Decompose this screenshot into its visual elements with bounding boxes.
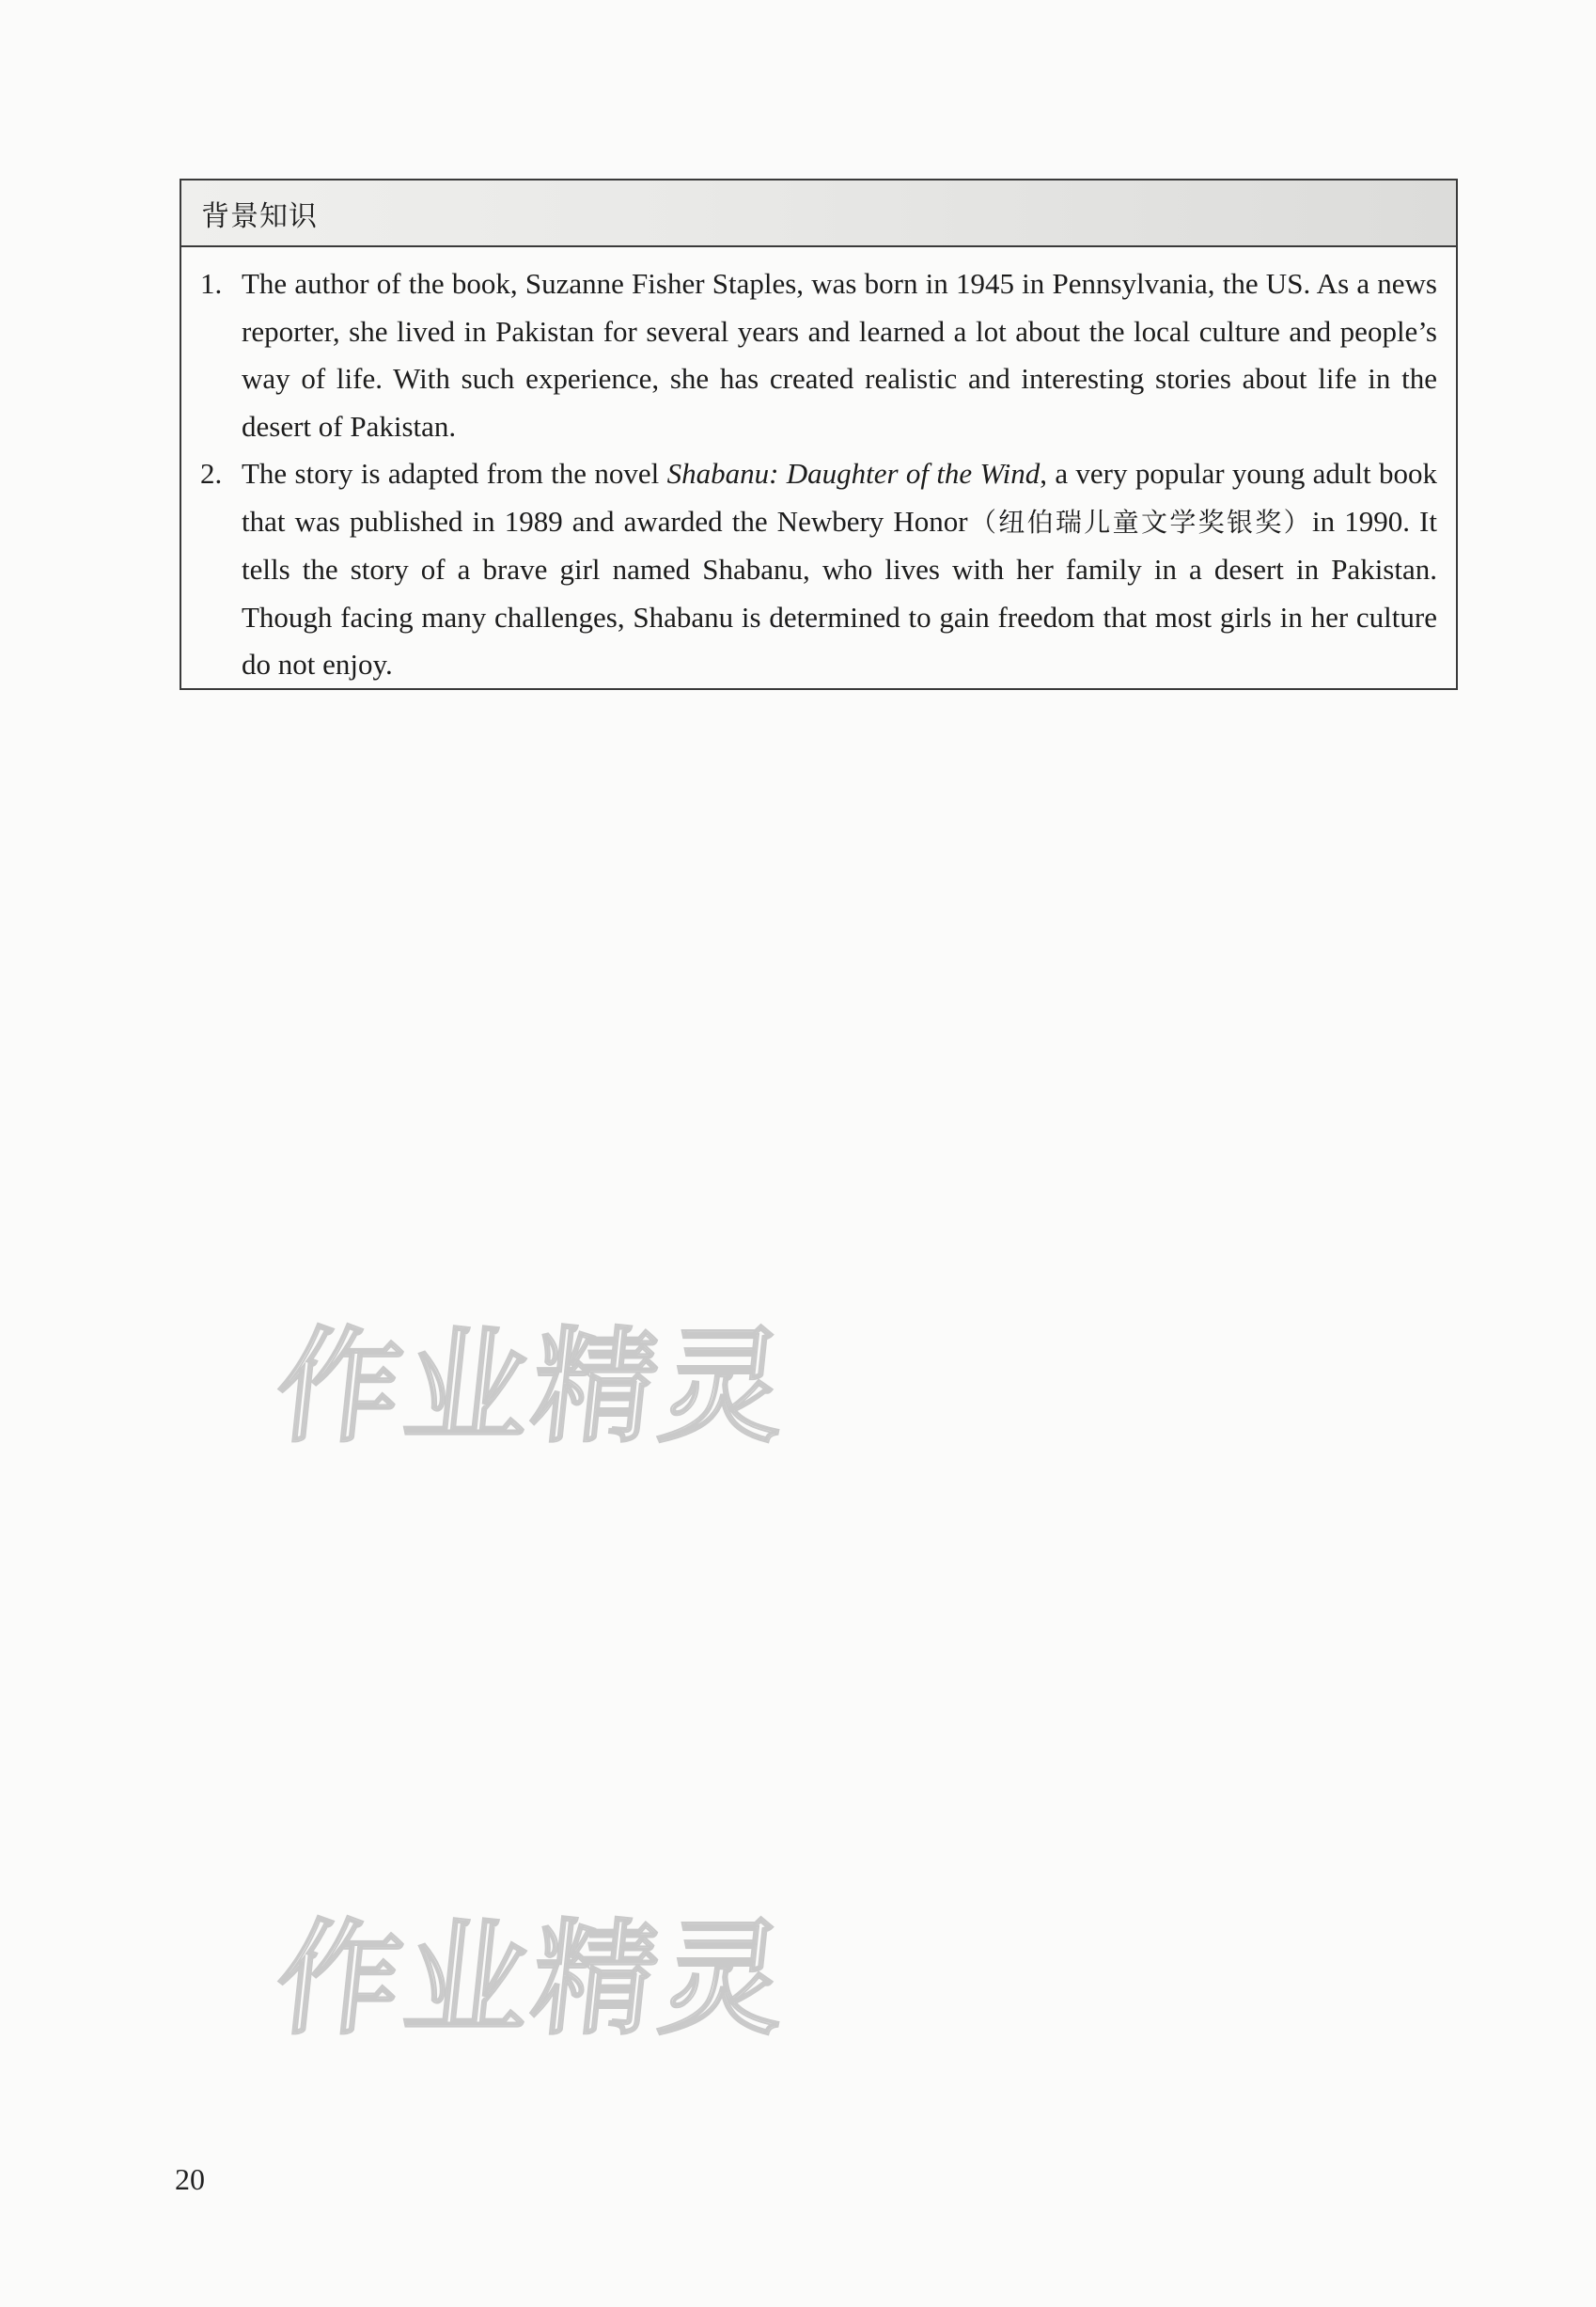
watermark-text: 作业精灵 (269, 1907, 797, 2052)
item-number: 1. (200, 267, 223, 300)
background-knowledge-box (180, 179, 1458, 690)
watermark-text: 作业精灵 (269, 1315, 797, 1460)
item-text-middle: , a very popular young adult book that was published in 1989 and awarded the Newbery Honor (242, 457, 1437, 538)
background-item-1 (200, 260, 1437, 450)
book-title: Shabanu: Daughter of the Wind (666, 457, 1041, 490)
item-text-before: The story is adapted from the novel (242, 457, 667, 490)
background-item-2 (200, 450, 1437, 689)
box-title: 背景知识 (201, 199, 318, 233)
item-text-after: in 1990. It tells the story of a brave girl named Shabanu, who lives with her family in a desert in Pakistan. Though facing many challenges, Shabanu is determined to gain freedom that most girls in her culture do not enjoy. (242, 504, 1437, 681)
background-items-list (181, 247, 1456, 689)
item-text (242, 450, 1437, 689)
chinese-gloss: （纽伯瑞儿童文学奖银奖） (967, 506, 1313, 538)
page-number: 20 (175, 2162, 205, 2196)
item-number: 2. (200, 457, 223, 490)
item-text: The author of the book, Suzanne Fisher Staples, was born in 1945 in Pennsylvania, the US. As a news reporter, she lived in Pakistan for several years and learned a lot about the local culture and people’s way of life. With such experience, she has created realistic and interesting stories about life in the desert of Pakistan. (242, 267, 1437, 443)
box-header (181, 180, 1456, 247)
